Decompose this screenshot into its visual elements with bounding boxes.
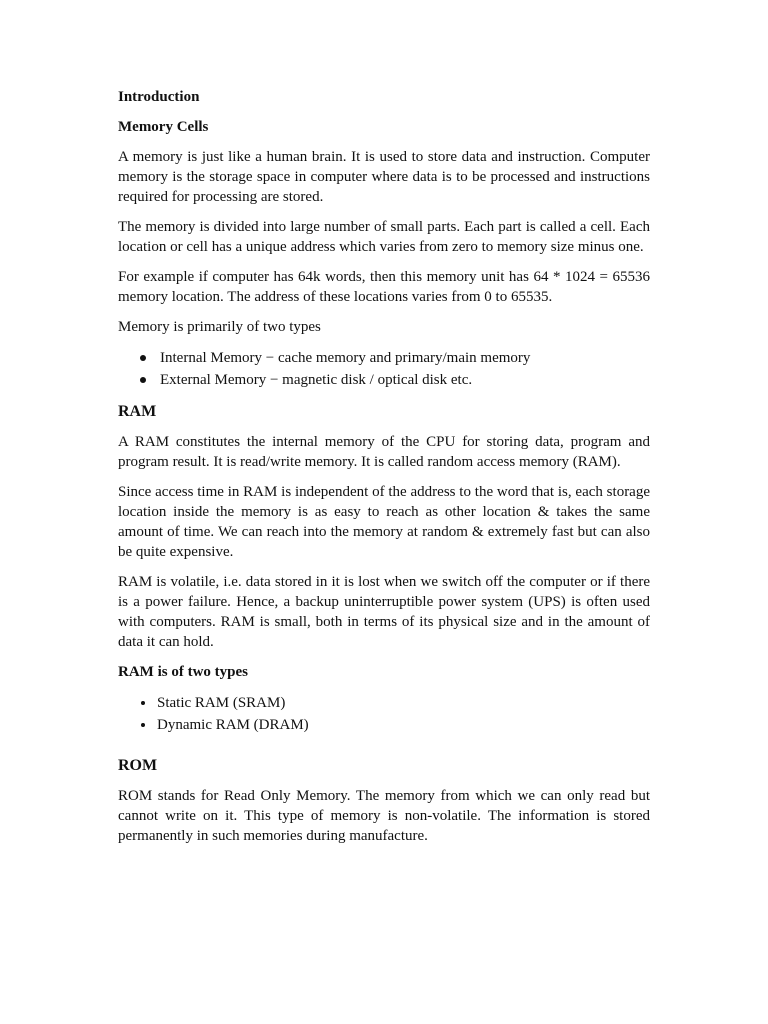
ram-paragraph-3: RAM is volatile, i.e. data stored in it is lost when we switch off the computer or if there is a power failure. Hence, a backup uninterruptible power system (UPS) is often used with computers. RAM is small, both in terms of its physical size and in the amount of data it can hold. (118, 574, 650, 650)
list-item (118, 714, 650, 736)
bullet-icon (140, 377, 146, 383)
memory-types-list (118, 347, 650, 391)
rom-paragraph-1: ROM stands for Read Only Memory. The memory from which we can only read but cannot write on it. This type of memory is non-volatile. The information is stored permanently in such memories during manufacture. (118, 788, 650, 844)
memory-cells-paragraph-1: A memory is just like a human brain. It is used to store data and instruction. Computer memory is the storage space in computer where data is to be processed and instructions required for processing are stored. (118, 149, 650, 205)
list-item-text: External Memory − magnetic disk / optical disk etc. (160, 372, 473, 388)
bullet-icon (140, 355, 146, 361)
memory-cells-paragraph-3: For example if computer has 64k words, then this memory unit has 64 * 1024 = 65536 memory location. The address of these locations varies from 0 to 65535. (118, 269, 650, 305)
memory-types-intro: Memory is primarily of two types (118, 319, 321, 335)
rom-heading: ROM (118, 757, 158, 774)
memory-cells-paragraph-2: The memory is divided into large number of small parts. Each part is called a cell. Each location or cell has a unique address which varies from zero to memory size minus one. (118, 219, 650, 255)
list-item-text: Static RAM (SRAM) (157, 695, 286, 711)
bullet-icon (141, 723, 145, 727)
intro-heading: Introduction (118, 89, 200, 105)
memory-cells-heading: Memory Cells (118, 119, 209, 135)
ram-types-heading: RAM is of two types (118, 664, 248, 680)
list-item (118, 692, 650, 714)
list-item-text: Internal Memory − cache memory and primary/main memory (160, 350, 531, 366)
list-item (118, 347, 650, 369)
ram-heading: RAM (118, 403, 157, 420)
ram-paragraph-2: Since access time in RAM is independent of the address to the word that is, each storage location inside the memory is as easy to reach as other location & takes the same amount of time. We can reach into the memory at random & extremely fast but can also be quite expensive. (118, 484, 650, 560)
ram-paragraph-1: A RAM constitutes the internal memory of the CPU for storing data, program and program result. It is read/write memory. It is called random access memory (RAM). (118, 434, 650, 470)
ram-types-list (118, 692, 650, 736)
bullet-icon (141, 701, 145, 705)
list-item (118, 369, 650, 391)
document-page (118, 87, 650, 856)
list-item-text: Dynamic RAM (DRAM) (157, 717, 309, 733)
